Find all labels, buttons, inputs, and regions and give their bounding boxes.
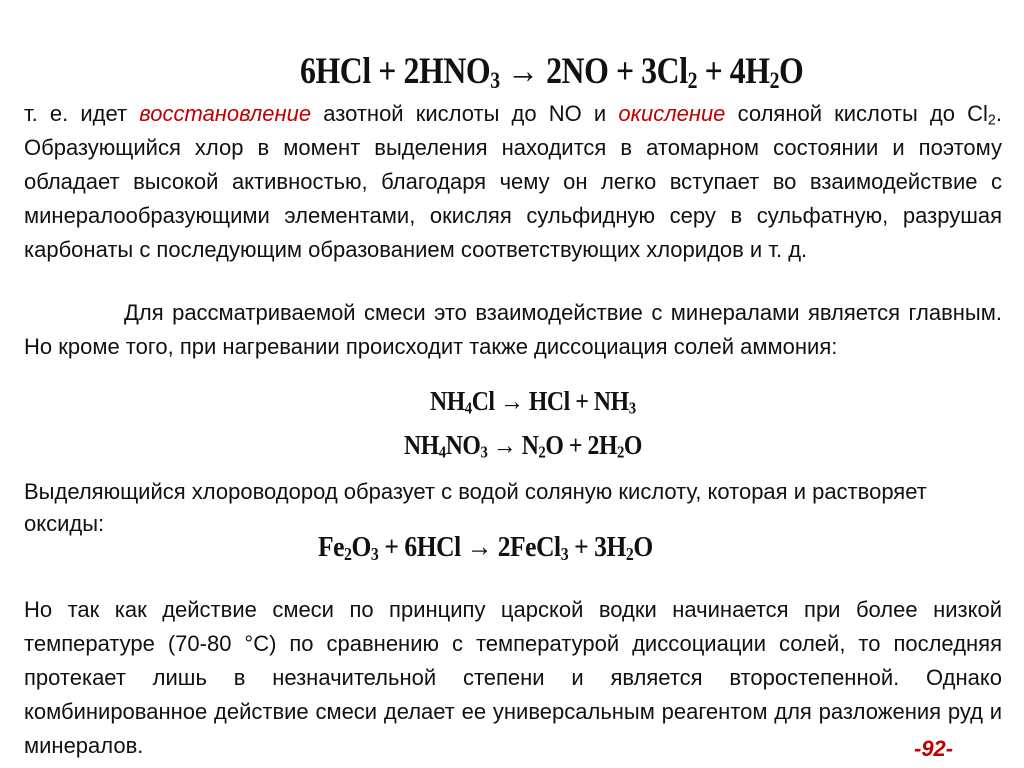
eq-subscript: 4: [464, 398, 472, 418]
eq-arrow: →: [460, 531, 498, 563]
eq-subscript: 2: [687, 68, 698, 94]
equation-nh4cl: [430, 386, 636, 417]
eq-subscript: 3: [490, 68, 500, 94]
eq-subscript: 3: [480, 442, 488, 462]
eq-term: 2FeCl: [497, 531, 561, 563]
eq-term: 6HCl: [300, 51, 371, 92]
eq-subscript: 2: [625, 543, 634, 564]
eq-subscript: 3: [628, 398, 636, 418]
eq-term: O: [545, 430, 564, 460]
eq-term: 4H: [729, 51, 770, 92]
eq-term: HCl: [528, 386, 570, 416]
emphasis-oxidation: окисление: [618, 101, 726, 126]
emphasis-reduction: восстановление: [139, 101, 312, 126]
equation-fe2o3: [318, 531, 653, 564]
text: соляной кислоты до Cl: [725, 101, 988, 126]
eq-term: 2H: [587, 430, 618, 460]
paragraph-aqua-regia: Но так как действие смеси по принципу царской водки начинается при более низкой температуре (70-80 °С) по сравнению с температурой диссоциации солей, то последняя протекает лишь в незначительной степени и является второстепенной. Однако комбинированное действие смеси делает ее универсальным реагентом для разложения руд и минералов.: [24, 597, 1002, 758]
paragraph-ammonium-dissociation: Для рассматриваемой смеси это взаимодействие с минералами является главным. Но кроме того, при нагревании происходит также диссоциация солей аммония:: [24, 300, 1002, 359]
eq-subscript: 2: [538, 442, 546, 462]
eq-plus: +: [370, 51, 404, 92]
eq-subscript: 3: [370, 543, 379, 564]
eq-plus: +: [563, 430, 588, 460]
equation-hcl-hno3: [300, 50, 803, 93]
eq-term: O: [623, 430, 642, 460]
eq-term: Fe: [318, 531, 345, 563]
eq-term: 2NO: [546, 51, 609, 92]
eq-plus: +: [697, 51, 730, 92]
page-number: -92-: [914, 736, 954, 761]
eq-term: O: [633, 531, 653, 563]
paragraph-reduction-oxidation: [24, 97, 1002, 267]
eq-arrow: →: [494, 386, 529, 416]
eq-plus: +: [569, 386, 594, 416]
text: т. е. идет: [24, 101, 140, 126]
eq-subscript: 4: [438, 442, 446, 462]
eq-term: 6HCl: [404, 531, 461, 563]
eq-subscript: 3: [560, 543, 569, 564]
eq-arrow: →: [499, 51, 547, 92]
eq-arrow: →: [487, 430, 522, 460]
eq-term: Cl: [471, 386, 495, 416]
paragraph-hydrogen-chloride: Выделяющийся хлороводород образует с водой соляную кислоту, которая и растворяет оксиды:: [24, 479, 927, 536]
eq-term: 3Cl: [641, 51, 688, 92]
eq-plus: +: [568, 531, 595, 563]
eq-term: 3H: [594, 531, 626, 563]
eq-term: NO: [445, 430, 481, 460]
text: азотной кислоты до NO и: [311, 101, 619, 126]
text: . Образующийся хлор в момент выделения находится в атомарном состоянии и поэтому обладает высокой активностью, благодаря чему он легко вступает во взаимодействие с минералообразующими элементами, окисляя сульфидную серу в сульфатную, разрушая карбонаты с последующим образованием соответствующих хлоридов и т. д.: [24, 101, 1002, 262]
subscript: 2: [987, 112, 996, 129]
eq-term: 2HNO: [403, 51, 491, 92]
eq-plus: +: [608, 51, 642, 92]
eq-term: NH: [593, 386, 629, 416]
eq-subscript: 2: [617, 442, 624, 462]
eq-subscript: 2: [769, 68, 780, 94]
eq-term: NH: [404, 430, 439, 460]
eq-subscript: 2: [344, 543, 352, 564]
equation-nh4no3: [404, 430, 642, 461]
eq-term: N: [521, 430, 539, 460]
eq-plus: +: [378, 531, 405, 563]
eq-term: O: [779, 51, 804, 92]
eq-term: NH: [430, 386, 465, 416]
eq-term: O: [351, 531, 371, 563]
